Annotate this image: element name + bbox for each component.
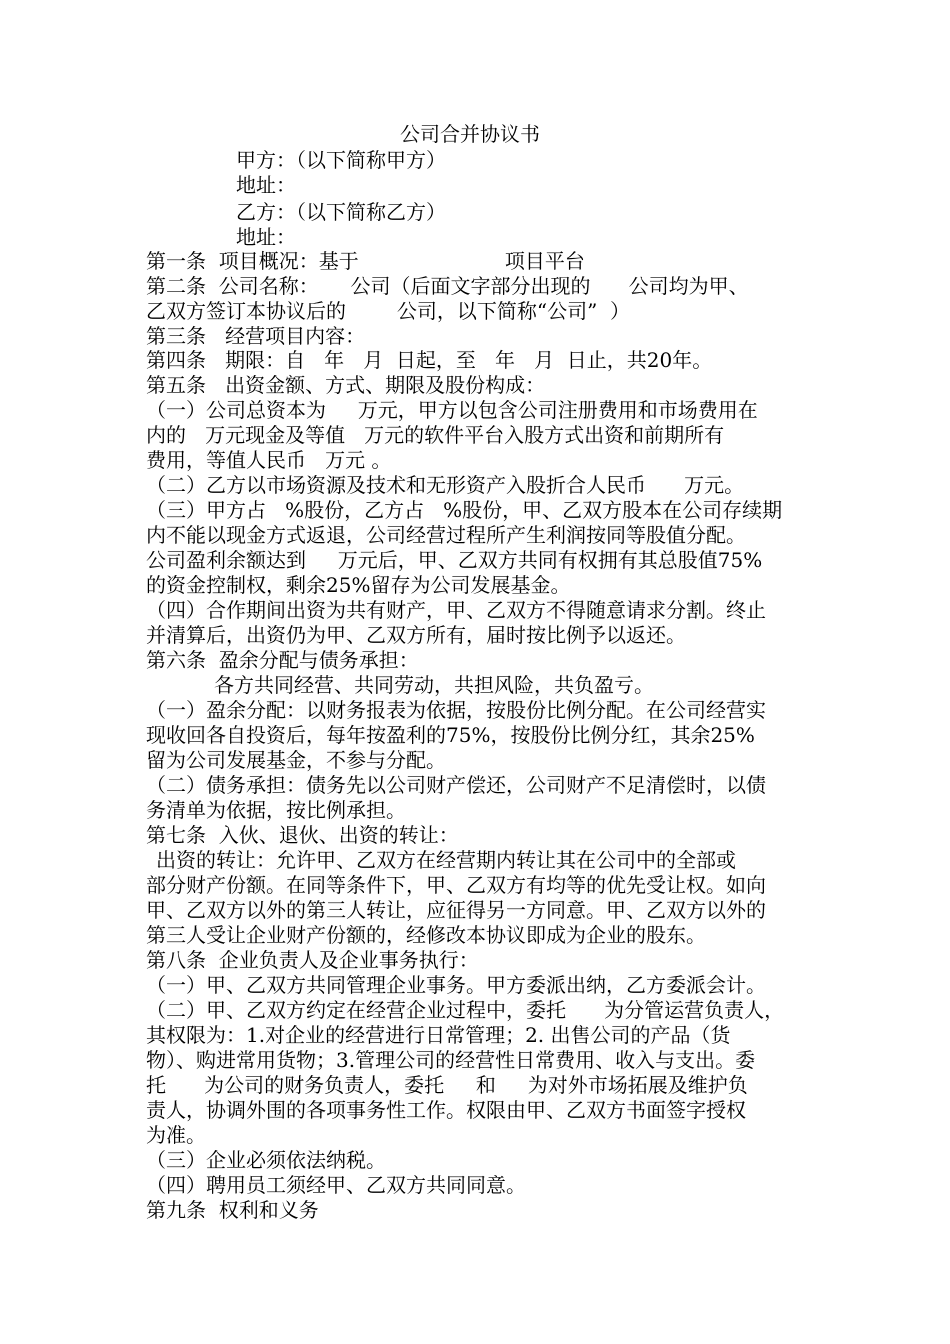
article-5-item-4-line-1: （四）合作期间出资为共有财产，甲、乙双方不得随意请求分割。终止 — [146, 598, 766, 622]
article-7-heading: 第七条 入伙、退伙、出资的转让： — [146, 823, 459, 847]
article-5-item-3-line-2: 内不能以现金方式返退，公司经营过程所产生利润按同等股值分配。 — [146, 523, 746, 547]
party-a-line: 甲方：（以下简称甲方） — [236, 148, 446, 172]
party-b-address-line: 地址： — [236, 225, 296, 249]
article-4-line: 第四条 期限：自 年 月 日起，至 年 月 日止，共20年。 — [146, 348, 713, 372]
article-6-item-1-line-2: 现收回各自投资后，每年按盈利的75%，按股份比例分红，其余25% — [146, 723, 755, 747]
party-b-line: 乙方：（以下简称乙方） — [236, 200, 446, 224]
article-6-item-1-line-1: （一）盈余分配：以财务报表为依据，按股份比例分配。在公司经营实 — [146, 698, 766, 722]
article-8-item-2-line-5: 责人，协调外围的各项事务性工作。权限由甲、乙双方书面签字授权 — [146, 1098, 746, 1122]
article-8-item-2-line-6: 为准。 — [146, 1123, 206, 1147]
article-8-item-4-line: （四）聘用员工须经甲、乙双方共同同意。 — [146, 1173, 526, 1197]
article-1-line: 第一条 项目概况：基于 项目平台 — [146, 249, 585, 273]
article-8-item-2-line-1: （二）甲、乙双方约定在经营企业过程中，委托 为分管运营负责人， — [146, 998, 785, 1022]
article-8-item-1-line: （一）甲、乙双方共同管理企业事务。甲方委派出纳，乙方委派会计。 — [146, 973, 766, 997]
article-8-item-2-line-2: 其权限为：1.对企业的经营进行日常管理；2. 出售公司的产品（货 — [146, 1023, 731, 1047]
article-6-item-2-line-2: 务清单为依据，按比例承担。 — [146, 798, 406, 822]
party-a-address-line: 地址： — [236, 173, 296, 197]
article-9-heading: 第九条 权利和义务 — [146, 1198, 319, 1222]
article-8-item-3-line: （三）企业必须依法纳税。 — [146, 1148, 386, 1172]
article-8-heading: 第八条 企业负责人及企业事务执行： — [146, 948, 479, 972]
article-8-item-2-line-4: 托 为公司的财务负责人，委托 和 为对外市场拓展及维护负 — [146, 1073, 748, 1097]
article-5-heading: 第五条 出资金额、方式、期限及股份构成： — [146, 373, 546, 397]
article-2-continuation: 乙双方签订本协议后的 公司，以下简称“公司” ） — [146, 299, 631, 323]
article-5-item-4-line-2: 并清算后，出资仍为甲、乙双方所有，届时按比例予以返还。 — [146, 623, 686, 647]
article-6-item-1-line-3: 留为公司发展基金，不参与分配。 — [146, 748, 446, 772]
article-3-line: 第三条 经营项目内容： — [146, 324, 366, 348]
article-5-item-3-line-3: 公司盈利余额达到 万元后，甲、乙双方共同有权拥有其总股值75% — [146, 548, 763, 572]
article-6-item-2-line-1: （二）债务承担：债务先以公司财产偿还，公司财产不足清偿时，以债 — [146, 773, 766, 797]
article-6-heading: 第六条 盈余分配与债务承担： — [146, 648, 419, 672]
article-7-line-2: 部分财产份额。在同等条件下，甲、乙双方有均等的优先受让权。如向 — [146, 873, 766, 897]
article-5-item-3-line-4: 的资金控制权，剩余25%留存为公司发展基金。 — [146, 573, 571, 597]
article-7-line-3: 甲、乙双方以外的第三人转让，应征得另一方同意。甲、乙双方以外的 — [146, 898, 766, 922]
article-6-intro: 各方共同经营、共同劳动，共担风险，共负盈亏。 — [214, 673, 654, 697]
document-title: 公司合并协议书 — [400, 122, 540, 146]
article-5-item-3-line-1: （三）甲方占 %股份，乙方占 %股份，甲、乙双方股本在公司存续期 — [146, 498, 783, 522]
article-8-item-2-line-3: 物）、购进常用货物；3.管理公司的经营性日常费用、收入与支出。委 — [146, 1048, 756, 1072]
article-5-item-2-line: （二）乙方以市场资源及技术和无形资产入股折合人民币 万元。 — [146, 473, 745, 497]
article-2-line: 第二条 公司名称： 公司（后面文字部分出现的 公司均为甲、 — [146, 274, 749, 298]
article-7-line-1: 出资的转让：允许甲、乙双方在经营期内转让其在公司中的全部或 — [156, 848, 736, 872]
article-5-item-1-line-2: 内的 万元现金及等值 万元的软件平台入股方式出资和前期所有 — [146, 423, 725, 447]
article-7-line-4: 第三人受让企业财产份额的，经修改本协议即成为企业的股东。 — [146, 923, 706, 947]
article-5-item-1-line-1: （一）公司总资本为 万元，甲方以包含公司注册费用和市场费用在 — [146, 398, 758, 422]
article-5-item-1-line-3: 费用，等值人民币 万元 。 — [146, 448, 392, 472]
